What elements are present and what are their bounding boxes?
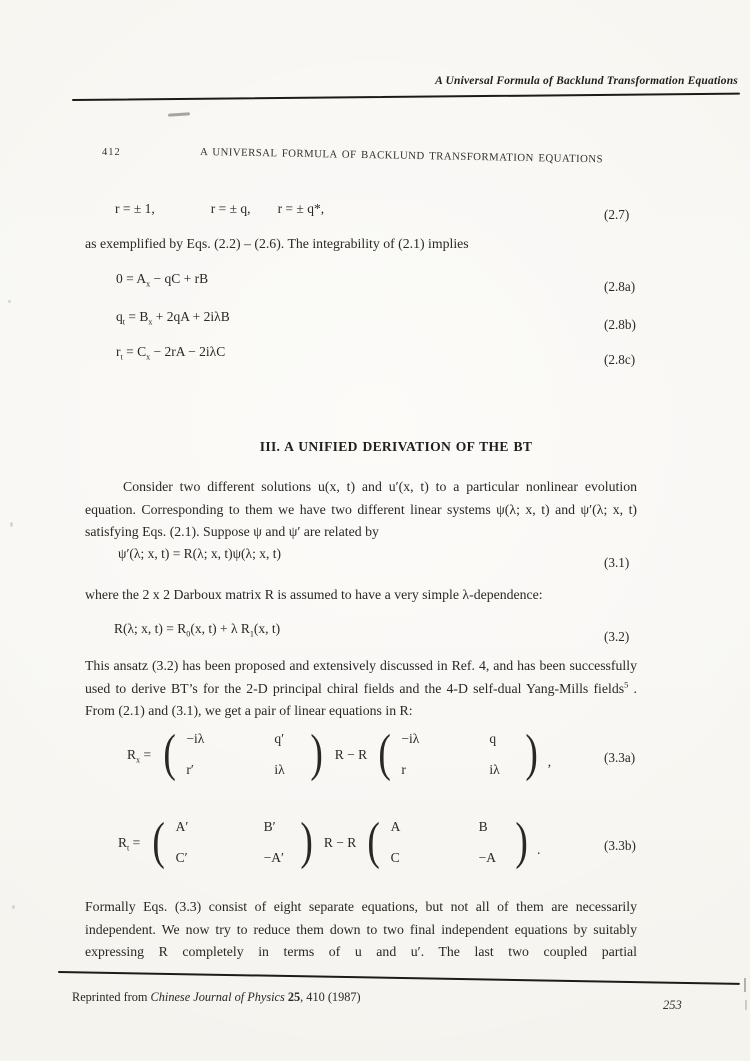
matrix-right — [365, 813, 530, 871]
equation-label: (3.3a) — [604, 750, 636, 765]
equation-label: (3.1) — [604, 555, 630, 570]
equation-label: (2.7) — [604, 207, 630, 222]
equation-content — [115, 201, 324, 217]
matrix-paren-right: ) — [310, 725, 324, 783]
scan-speck — [8, 300, 11, 303]
equation-2-8c — [0, 344, 750, 370]
page-number-bottom: 253 — [663, 998, 682, 1012]
equation-2-8a — [0, 271, 750, 297]
matrix-equation-lhs: $R_t$ = — [118, 834, 141, 853]
paragraph-darboux: where the 2 x 2 Darboux matrix R is assumed to have a very simple λ-dependence: — [85, 587, 543, 602]
equation-3-2 — [0, 621, 750, 647]
equation-clause: r = ± 1, — [115, 201, 155, 216]
scan-edge-mark — [745, 1000, 747, 1010]
page-number-top: 412 — [102, 147, 121, 158]
equation-clause: r = ± q*, — [277, 201, 325, 216]
equation-label: (2.8a) — [604, 279, 636, 294]
matrix-paren-right: ) — [300, 813, 313, 871]
matrix-left — [161, 725, 326, 783]
header-journal-title: A Universal Formula of Backlund Transformation Equations — [435, 75, 738, 87]
matrix-paren-left: ( — [378, 725, 391, 783]
matrix-paren-right: ) — [515, 813, 528, 871]
matrix-middle-term: R − R — [323, 834, 357, 850]
header-rule — [72, 93, 740, 102]
equation-content: $0 = A_x$ − qC + rB — [116, 271, 209, 289]
paragraph-formally: Formally Eqs. (3.3) consist of eight separate equations, but not all of them are necessarily independent. We now try to reduce them down to two final independent equations by suitably expressing R completely in terms of u and u′. The last two coupled partial — [85, 899, 637, 960]
matrix-entries: −iλ q r iλ — [401, 731, 500, 777]
scan-edge-mark — [744, 978, 746, 992]
equation-punctuation: , — [547, 754, 552, 769]
scan-speck — [10, 522, 13, 527]
scan-speck — [12, 905, 15, 909]
matrix-equation-lhs: $R_x$ = — [127, 746, 152, 765]
equation-punctuation: . — [536, 842, 541, 857]
scan-artifact-dash — [168, 112, 190, 117]
equation-content — [118, 813, 541, 871]
paragraph-ansatz: This ansatz (3.2) has been proposed and extensively discussed in Ref. 4, and has been successfully used to derive BT’s for the 2-D principal chiral fields and the 4-D self-dual Yang-Mills fields$^5$ . From (2.1) and (3.1), we get a pair of linear equations in R: — [85, 658, 637, 719]
matrix-entries: A′ B′ C′ −A′ — [175, 819, 284, 865]
equation-content: R(λ; x, $t) = R_0(x$, t) + λ $R_1(x$, t) — [114, 621, 281, 639]
equation-label: (2.8c) — [604, 352, 636, 367]
equation-2-7 — [0, 201, 750, 227]
equation-3-3a — [0, 725, 750, 787]
matrix-entries: −iλ q′ r′ iλ — [186, 731, 285, 777]
matrix-entries: A B C −A — [390, 819, 496, 865]
equation-content: $r_t = C_x - 2rA - 2i\lambda C$ — [116, 344, 226, 362]
equation-content — [127, 725, 552, 783]
equation-content: $q_t = B_x + 2qA + 2i\lambda B$ — [116, 309, 230, 327]
reprint-prefix: Reprinted from — [72, 990, 151, 1004]
equation-3-1 — [0, 546, 750, 572]
equation-clause: r = ± q, — [210, 201, 251, 216]
journal-volume: 25 — [284, 990, 301, 1004]
reprint-suffix: , 410 (1987) — [300, 990, 361, 1004]
paragraph-integrability: as exemplified by Eqs. (2.2) – (2.6). The integrability of (2.1) implies — [85, 236, 469, 251]
running-head: A UNIVERSAL FORMULA OF BACKLUND TRANSFORMATION EQUATIONS — [199, 146, 604, 166]
equation-content: ψ′(λ; x, t) = R(λ; x, t)ψ(λ; x, t) — [118, 546, 281, 561]
matrix-paren-right: ) — [525, 725, 539, 783]
matrix-middle-term: R − R — [334, 746, 368, 762]
footer-rule — [58, 971, 740, 985]
matrix-paren-left: ( — [152, 813, 166, 871]
equation-3-3b — [0, 813, 750, 875]
equation-label: (2.8b) — [604, 317, 636, 332]
journal-name: Chinese Journal of Physics — [150, 990, 285, 1004]
matrix-left — [150, 813, 315, 871]
equation-2-8b — [0, 309, 750, 335]
equation-label: (3.3b) — [604, 838, 636, 853]
section-heading: III. A UNIFIED DERIVATION OF THE BT — [259, 439, 533, 454]
equation-label: (3.2) — [604, 629, 630, 644]
paragraph-consider: Consider two different solutions u(x, t) and u′(x, t) to a particular nonlinear evolution equation. Corresponding to them we have two different linear systems ψ(λ; x, t) and ψ′(λ; x, t) satisfying Eqs. (2.1). Suppose ψ and ψ′ are related by — [85, 479, 637, 540]
matrix-paren-left: ( — [163, 725, 176, 783]
matrix-paren-left: ( — [367, 813, 381, 871]
reprint-notice — [72, 990, 361, 1005]
matrix-right — [376, 725, 541, 783]
